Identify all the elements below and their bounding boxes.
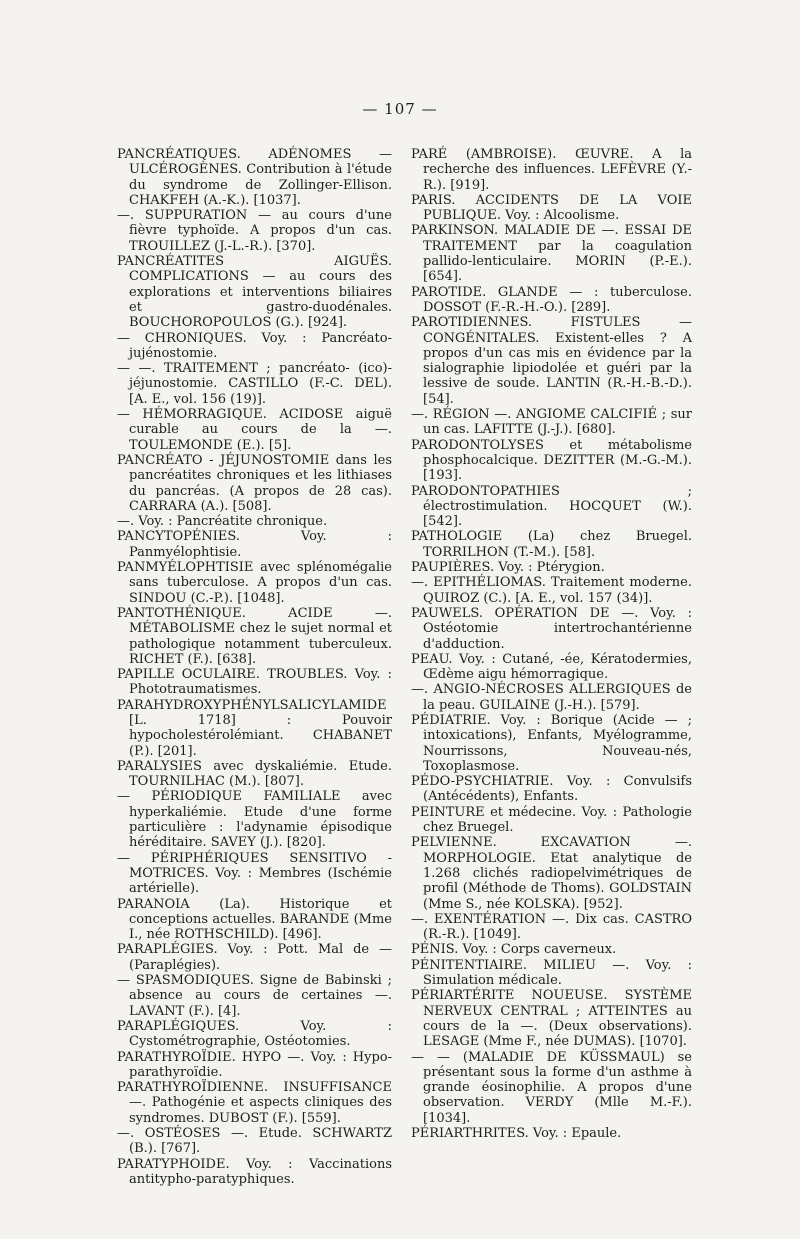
index-entry: —. SUPPURATION — au cours d'une fièvre typhoïde. A propos d'un cas. TROUILLEZ (J.-L.-R.). [370].: [117, 208, 392, 254]
index-entry: PAROTIDIENNES. FISTULES — CONGÉNITALES. Existent-elles ? A propos d'un cas mis en évidence par la sialographie lipiodolée et guéri par la lessive de soude. LANTIN (R.-H.-B.-D.). [54].: [411, 315, 692, 407]
index-entry: PEAU. Voy. : Cutané, -ée, Kératodermies, Œdème aigu hémorragique.: [411, 651, 692, 683]
index-entry: PÉRIARTHRITES. Voy. : Epaule.: [411, 1126, 622, 1141]
index-entry: PAUPIÈRES. Voy. : Ptérygion.: [411, 560, 605, 576]
index-entry: —. ANGIO-NÉCROSES ALLERGIQUES de la peau. GUILAINE (J.-H.). [579].: [411, 682, 692, 713]
page-number: — 107 —: [362, 100, 438, 118]
index-entry: —. EPITHÉLIOMAS. Traitement moderne. QUIROZ (C.). [A. E., vol. 157 (34)].: [411, 575, 692, 606]
index-entry: PARÉ (AMBROISE). ŒUVRE. A la recherche des influences. LEFÈVRE (Y.-R.). [919].: [411, 147, 692, 193]
index-entry: — PÉRIPHÉRIQUES SENSITIVO - MOTRICES. Voy. : Membres (Ischémie artérielle).: [117, 850, 392, 897]
index-entry: PARATHYROÏDIENNE. INSUFFISANCE —. Pathogénie et aspects cliniques des syndromes. DUBOST (F.). [559].: [117, 1080, 392, 1126]
index-entry: PARATHYROÏDIE. HYPO —. Voy. : Hypo-parathyroïdie.: [117, 1049, 392, 1080]
index-column-right: [411, 147, 692, 1141]
index-entry: — CHRONIQUES. Voy. : Pancréato-jujénostomie.: [117, 330, 392, 361]
index-entry: PANCRÉATIQUES. ADÉNOMES — ULCÉROGÈNES. Contribution à l'étude du syndrome de Zollinger-Ellison. CHAKFEH (A.-K.). [1037].: [117, 147, 392, 208]
index-entry: PÉRIARTÉRITE NOUEUSE. SYSTÈME NERVEUX CENTRAL ; ATTEINTES au cours de la —. (Deux observations). LESAGE (Mme F., née DUMAS). [1070].: [411, 988, 692, 1050]
index-entry: PARIS. ACCIDENTS DE LA VOIE PUBLIQUE. Voy. : Alcoolisme.: [411, 192, 692, 224]
index-entry: PARALYSIES avec dyskaliémie. Etude. TOURNILHAC (M.). [807].: [117, 758, 392, 790]
index-entry: PAPILLE OCULAIRE. TROUBLES. Voy. : Phototraumatismes.: [117, 667, 392, 698]
index-entry: PARODONTOLYSES et métabolisme phosphocalcique. DEZITTER (M.-G.-M.). [193].: [411, 437, 692, 484]
index-entry: PÉNIS. Voy. : Corps caverneux.: [411, 942, 617, 958]
index-entry: —. RÉGION —. ANGIOME CALCIFIÉ ; sur un cas. LAFITTE (J.-J.). [680].: [411, 407, 692, 438]
index-entry: PATHOLOGIE (La) chez Bruegel. TORRILHON (T.-M.). [58].: [411, 529, 692, 560]
index-entry: PÉDO-PSYCHIATRIE. Voy. : Convulsifs (Antécédents), Enfants.: [411, 774, 692, 805]
index-entry: — PÉRIODIQUE FAMILIALE avec hyperkaliémie. Etude d'une forme particulière : l'adynamie épisodique héréditaire. SAVEY (J.). [820].: [117, 789, 392, 851]
index-entry: PÉNITENTIAIRE. MILIEU —. Voy. : Simulation médicale.: [411, 957, 692, 989]
index-entry: PARAPLÉGIQUES. Voy. : Cystométrographie, Ostéotomies.: [117, 1018, 392, 1050]
index-entry: PAROTIDE. GLANDE — : tuberculose. DOSSOT (F.-R.-H.-O.). [289].: [411, 284, 692, 315]
index-entry: PELVIENNE. EXCAVATION —. MORPHOLOGIE. Etat analytique de 1.268 clichés radiopelvimétriques de profil (Méthode de Thoms). GOLDSTAIN (Mme S., née KOLSKA). [952].: [411, 835, 692, 912]
index-entry: PÉDIATRIE. Voy. : Borique (Acide — ; intoxications), Enfants, Myélogramme, Nourrissons, Nouveau-nés, Toxoplasmose.: [411, 712, 692, 774]
index-entry: PANCRÉATITES AIGUËS. COMPLICATIONS — au cours des explorations et interventions biliaires et gastro-duodénales. BOUCHOROPOULOS (G.). [924].: [117, 254, 392, 331]
index-entry: —. Voy. : Pancréatite chronique.: [117, 514, 328, 530]
index-entry: PANTOTHÉNIQUE. ACIDE —. MÉTABOLISME chez le sujet normal et pathologique notamment tuberculeux. RICHET (F.). [638].: [117, 605, 392, 667]
index-entry: PARATYPHOIDE. Voy. : Vaccinations antitypho-paratyphiques.: [117, 1156, 392, 1187]
index-entry: PAUWELS. OPÉRATION DE —. Voy. : Ostéotomie intertrochantérienne d'adduction.: [411, 605, 692, 652]
index-entry: PARKINSON. MALADIE DE —. ESSAI DE TRAITEMENT par la coagulation pallido-lenticulaire. MORIN (P.-E.). [654].: [411, 223, 692, 285]
index-entry: PARANOIA (La). Historique et conceptions actuelles. BARANDE (Mme I., née ROTHSCHILD). [496].: [117, 896, 392, 943]
index-entry: — — (MALADIE DE KÜSSMAUL) se présentant sous la forme d'un asthme à grande éosinophilie. A propos d'une observation. VERDY (Mlle M.-F.). [1034].: [411, 1049, 692, 1126]
index-entry: — HÉMORRAGIQUE. ACIDOSE aiguë curable au cours de la —. TOULEMONDE (E.). [5].: [117, 407, 392, 453]
index-entry: PARODONTOPATHIES ; électrostimulation. HOCQUET (W.). [542].: [411, 483, 692, 530]
index-entry: PEINTURE et médecine. Voy. : Pathologie chez Bruegel.: [411, 804, 692, 836]
index-entry: —. EXENTÉRATION —. Dix cas. CASTRO (R.-R.). [1049].: [411, 911, 692, 943]
index-entry: —. OSTÉOSES —. Etude. SCHWARTZ (B.). [767].: [117, 1126, 392, 1157]
index-entry: PANCYTOPÉNIES. Voy. : Panmyélophtisie.: [117, 529, 392, 560]
index-entry: PANCRÉATO - JÉJUNOSTOMIE dans les pancréatites chroniques et les lithiases du pancréas. (A propos de 28 cas). CARRARA (A.). [508].: [117, 452, 392, 514]
index-entry: PANMYÉLOPHTISIE avec splénomégalie sans tuberculose. A propos d'un cas. SINDOU (C.-P.). [1048].: [117, 560, 392, 606]
index-column-left: [117, 147, 392, 1187]
index-entry: PARAHYDROXYPHÉNYLSALICYLAMIDE [L. 1718] : Pouvoir hypocholestérolémiant. CHABANET (P.). [201].: [117, 697, 392, 759]
index-entry: — —. TRAITEMENT ; pancréato- (ico)- jéjunostomie. CASTILLO (F.-C. DEL). [A. E., vol. 156 (19)].: [117, 361, 392, 407]
index-entry: — SPASMODIQUES. Signe de Babinski ; absence au cours de certaines —. LAVANT (F.). [4].: [117, 973, 392, 1019]
index-entry: PARAPLÉGIES. Voy. : Pott. Mal de — (Paraplégies).: [117, 942, 392, 973]
